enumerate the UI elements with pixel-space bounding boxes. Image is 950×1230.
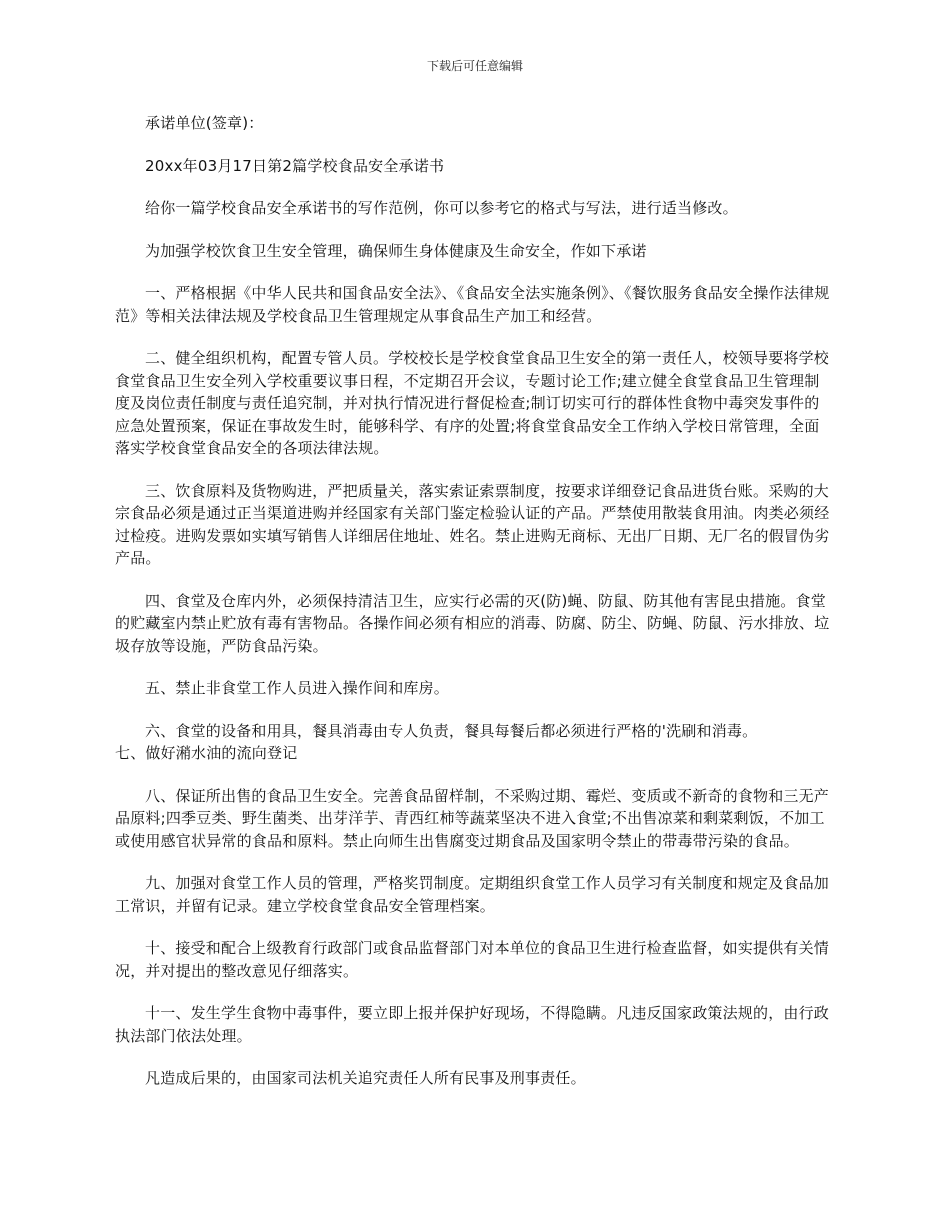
clause-2: 二、健全组织机构，配置专管人员。学校校长是学校食堂食品卫生安全的第一责任人，校领导要将学校食堂食品卫生安全列入学校重要议事日程，不定期召开会议，专题讨论工作;建立健全食堂食品卫生管理制度及岗位责任制度与责任追究制，并对执行情况进行督促检查;制订切实可行的群体性食物中毒突发事件的应急处置预案，保证在事故发生时，能够科学、有序的处置;将食堂食品安全工作纳入学校日常管理，全面落实学校食堂食品安全的各项法律法规。	[115, 349, 830, 457]
purpose-paragraph: 为加强学校饮食卫生安全管理，确保师生身体健康及生命安全，作如下承诺	[145, 241, 647, 260]
clause-11: 十一、发生学生食物中毒事件，要立即上报并保护好现场，不得隐瞒。凡违反国家政策法规的，由行政执法部门依法处理。	[115, 1004, 830, 1045]
intro-paragraph: 给你一篇学校食品安全承诺书的写作范例，你可以参考它的格式与写法，进行适当修改。	[145, 199, 738, 217]
clause-4: 四、食堂及仓库内外，必须保持清洁卫生，应实行必需的灭(防)蝇、防鼠、防其他有害昆虫措施。食堂的贮藏室内禁止贮放有毒有害物品。各操作间必须有相应的消毒、防腐、防尘、防蝇、防鼠、污水排放、垃圾存放等设施，严防食品污染。	[115, 591, 830, 655]
clause-8: 八、保证所出售的食品卫生安全。完善食品留样制，不采购过期、霉烂、变质或不新奇的食物和三无产品原料;四季豆类、野生菌类、出芽洋芋、青西红柿等蔬菜坚决不进入食堂;不出售凉菜和剩菜剩饭，不加工或使用感官状异常的食品和原料。禁止向师生出售腐变过期食品及国家明令禁止的带毒带污染的食品。	[115, 786, 830, 850]
clause-6: 六、食堂的设备和用具，餐具消毒由专人负责，餐具每餐后都必须进行严格的'洗刷和消毒。	[145, 721, 758, 740]
signature-line: 承诺单位(签章)：	[145, 114, 264, 132]
clause-1: 一、严格根据《中华人民共和国食品安全法》、《食品安全法实施条例》、《餐饮服务食品安全操作法律规范》等相关法律法规及学校食品卫生管理规定从事食品生产加工和经营。	[115, 284, 830, 325]
page-header: 下载后可任意编辑	[426, 59, 523, 73]
clause-5: 五、禁止非食堂工作人员进入操作间和库房。	[145, 679, 450, 697]
date-title-line: 20xx年03月17日第2篇学校食品安全承诺书	[145, 156, 445, 175]
clause-10: 十、接受和配合上级教育行政部门或食品监督部门对本单位的食品卫生进行检查监督，如实提供有关情况，并对提出的整改意见仔细落实。	[115, 939, 830, 980]
document-body	[115, 112, 831, 1110]
clause-3: 三、饮食原料及货物购进，严把质量关，落实索证索票制度，按要求详细登记食品进货台账。采购的大宗食品必须是通过正当渠道进购并经国家有关部门鉴定检验认证的产品。严禁使用散装食用油。肉类必须经过检疫。进购发票如实填写销售人详细居住地址、姓名。禁止进购无商标、无出厂日期、无厂名的假冒伪劣产品。	[115, 481, 830, 567]
clause-9: 九、加强对食堂工作人员的管理，严格奖罚制度。定期组织食堂工作人员学习有关制度和规定及食品加工常识，并留有记录。建立学校食堂食品安全管理档案。	[115, 874, 830, 915]
clause-7: 七、做好潲水油的流向登记	[115, 744, 298, 762]
closing-paragraph: 凡造成后果的，由国家司法机关追究责任人所有民事及刑事责任。	[145, 1069, 586, 1087]
